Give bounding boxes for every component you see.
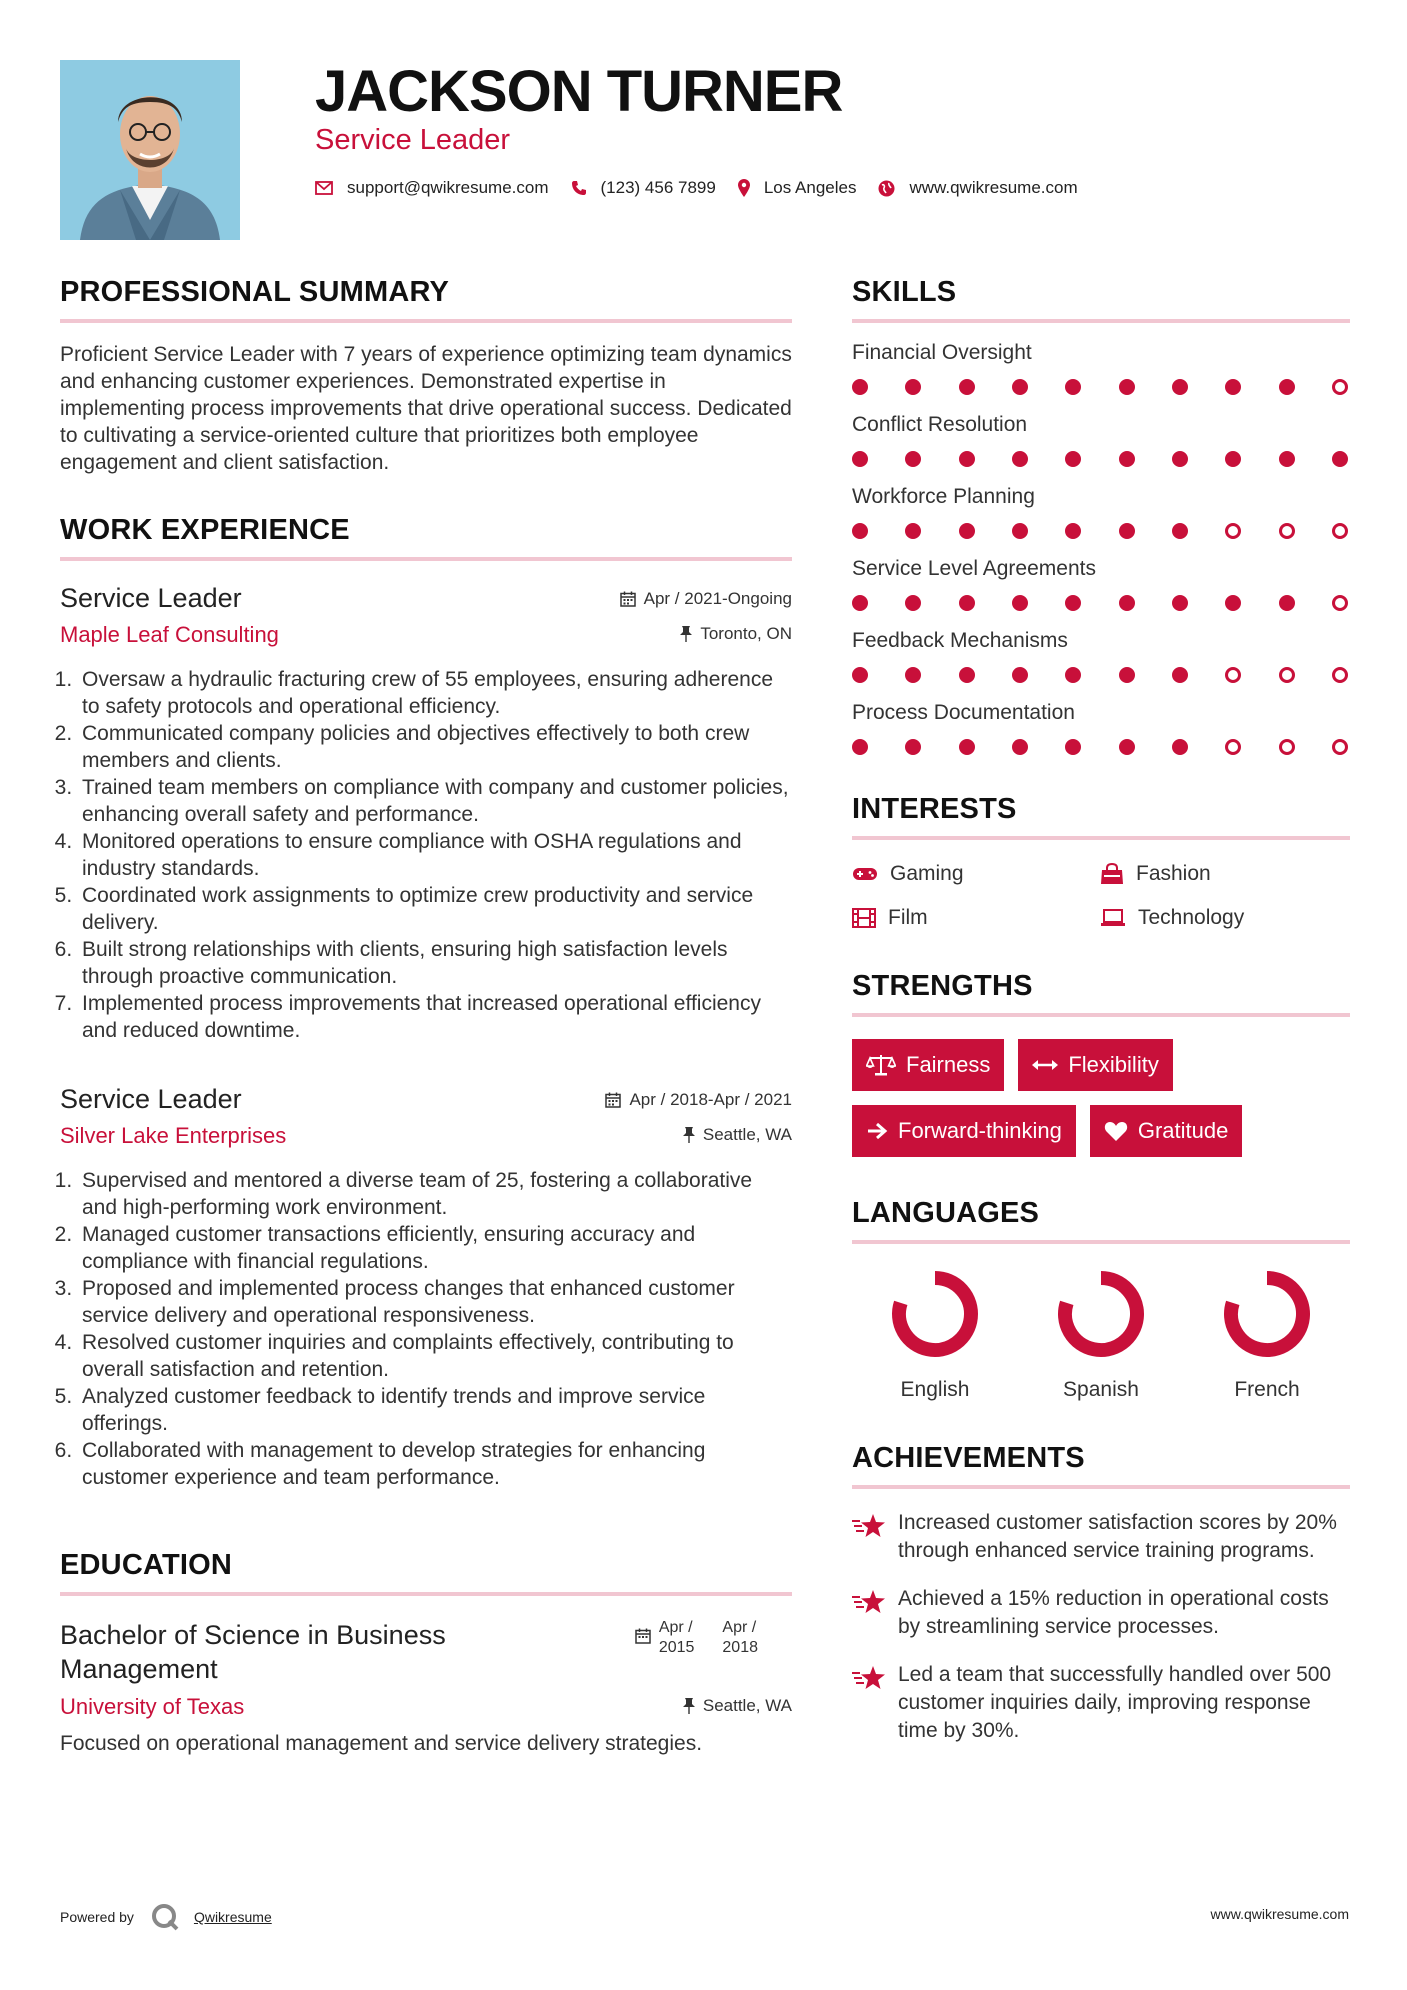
summary-text: Proficient Service Leader with 7 years of experience optimizing team dynamics and enhancing customer experiences. Demonstrated expertise in implementing process improvements that drive operational success. Dedicated to cultivating a service-oriented culture that prioritizes both employee engagement and client satisfaction. [60,343,792,474]
strength-label: Fairness [906,1052,991,1077]
rating-dot-empty [1279,523,1295,539]
footer-url[interactable]: www.qwikresume.com [1210,1906,1349,1922]
calendar-icon [620,591,636,607]
rating-dot-filled [959,451,975,467]
rating-dot-filled [852,739,868,755]
rating-dot-filled [1065,667,1081,683]
rating-dot-filled [1172,523,1188,539]
person-avatar-icon [60,60,240,240]
strength-badge [1090,1105,1243,1157]
education-heading: EDUCATION [60,1549,792,1596]
star-award-icon [852,1589,886,1615]
strength-label: Gratitude [1137,1118,1229,1143]
rating-dot-empty [1225,739,1241,755]
list-item: 3. Proposed and implemented process changes that enhanced customer service delivery and operational responsiveness. [78,1275,792,1329]
achievement-item [852,1509,1350,1565]
rating-dot-filled [905,739,921,755]
contact-location [738,178,857,198]
skill-rating [852,595,1350,611]
contact-phone[interactable] [571,178,716,198]
left-column [60,276,792,1757]
interest-item [852,906,1100,930]
arrow-right-icon [866,1121,888,1141]
strength-badge [852,1105,1076,1157]
language-name: English [900,1378,970,1401]
rating-dot-empty [1332,739,1348,755]
education-dates [635,1618,758,1658]
rating-dot-filled [905,667,921,683]
arrows-horizontal-icon [1032,1058,1058,1072]
experience-heading: WORK EXPERIENCE [60,514,792,561]
rating-dot-filled [959,523,975,539]
language-level-ring [887,1266,983,1362]
skill-name: Process Documentation [852,701,1075,724]
globe-icon [878,180,895,197]
rating-dot-filled [1065,739,1081,755]
balance-scale-icon [866,1053,896,1077]
star-award-icon [852,1665,886,1691]
education-start-line2: 2015 [658,1639,695,1656]
laptop-icon [1100,909,1126,927]
powered-by-label: Powered by [60,1909,134,1925]
film-icon [852,908,876,928]
skill-item [852,557,1350,611]
location-pin-icon [738,179,750,197]
languages-list [852,1266,1350,1402]
footer-powered-by [60,1902,272,1932]
rating-dot-filled [1012,523,1028,539]
list-item: 5. Analyzed customer feedback to identify trends and improve service offerings. [78,1383,792,1437]
rating-dot-empty [1332,379,1348,395]
rating-dot-filled [1279,595,1295,611]
languages-heading: LANGUAGES [852,1197,1350,1244]
list-item: 1. Oversaw a hydraulic fracturing crew of 55 employees, ensuring adherence to safety protocols and operational efficiency. [78,666,792,720]
education-end-line2: 2018 [722,1639,758,1656]
strengths-list [852,1039,1350,1157]
skills-list [852,341,1350,755]
skill-rating [852,451,1350,467]
skill-name: Feedback Mechanisms [852,629,1068,652]
rating-dot-filled [1012,667,1028,683]
rating-dot-empty [1225,667,1241,683]
contact-location-text: Los Angeles [763,178,857,197]
candidate-name: JACKSON TURNER [315,59,843,124]
gamepad-icon [852,866,878,882]
calendar-icon [635,1628,651,1644]
job-entry [60,1084,792,1491]
skill-item [852,413,1350,467]
rating-dot-filled [852,523,868,539]
rating-dot-empty [1332,595,1348,611]
rating-dot-filled [1065,451,1081,467]
education-end-line1: Apr / [722,1619,757,1636]
rating-dot-filled [1119,523,1135,539]
achievements-list [852,1509,1350,1745]
job-bullets [60,666,792,1044]
rating-dot-filled [1279,451,1295,467]
job-entry [60,583,792,1044]
rating-dot-filled [852,667,868,683]
rating-dot-filled [1119,667,1135,683]
list-item: 5. Coordinated work assignments to optimize crew productivity and service delivery. [78,882,792,936]
skill-item [852,629,1350,683]
calendar-icon [605,1092,621,1108]
rating-dot-empty [1332,667,1348,683]
rating-dot-filled [905,379,921,395]
rating-dot-filled [1012,379,1028,395]
rating-dot-filled [1172,595,1188,611]
achievement-item [852,1585,1350,1641]
rating-dot-filled [1225,451,1241,467]
rating-dot-empty [1332,523,1348,539]
contact-email[interactable] [315,178,549,198]
contact-website[interactable] [878,178,1077,198]
rating-dot-filled [1119,379,1135,395]
strengths-heading: STRENGTHS [852,970,1350,1017]
rating-dot-filled [959,739,975,755]
language-level-ring [1053,1266,1149,1362]
rating-dot-filled [1065,379,1081,395]
job-location-text: Seattle, WA [702,1125,792,1144]
rating-dot-filled [1119,595,1135,611]
rating-dot-filled [1065,523,1081,539]
rating-dot-filled [1119,739,1135,755]
achievement-item [852,1661,1350,1745]
rating-dot-filled [1225,379,1241,395]
job-bullets [60,1167,792,1491]
job-title: Service Leader [60,583,242,613]
skill-name: Conflict Resolution [852,413,1028,436]
list-item: 6. Built strong relationships with clients, ensuring high satisfaction levels through proactive communication. [78,936,792,990]
language-level-arc [1065,1278,1137,1350]
rating-dot-filled [905,595,921,611]
contact-email-text: support@qwikresume.com [347,178,549,197]
rating-dot-empty [1279,739,1295,755]
rating-dot-filled [959,379,975,395]
achievements-heading: ACHIEVEMENTS [852,1442,1350,1489]
rating-dot-empty [1279,667,1295,683]
star-award-icon [852,1513,886,1539]
profile-photo [60,60,240,240]
interest-item [1100,862,1340,886]
rating-dot-filled [1065,595,1081,611]
job-dates-text: Apr / 2021-Ongoing [643,589,792,608]
rating-dot-filled [1012,739,1028,755]
job-dates [620,589,792,609]
skill-item [852,701,1350,755]
qwikresume-logo-icon [150,1902,180,1932]
job-company: Silver Lake Enterprises [60,1123,287,1148]
achievement-text: Led a team that successfully handled over 500 customer inquiries daily, improving response time by 30%. [898,1663,1332,1742]
rating-dot-filled [1172,451,1188,467]
achievement-text: Achieved a 15% reduction in operational costs by streamlining service processes. [898,1587,1329,1638]
pushpin-icon [680,626,692,642]
job-location [683,1125,792,1145]
rating-dot-filled [1332,451,1348,467]
rating-dot-empty [1225,523,1241,539]
rating-dot-filled [1119,451,1135,467]
list-item: 7. Implemented process improvements that increased operational efficiency and reduced downtime. [78,990,792,1044]
contact-bar [315,178,1100,198]
education-location-text: Seattle, WA [702,1696,792,1715]
list-item: 6. Collaborated with management to develop strategies for enhancing customer experience and team performance. [78,1437,792,1491]
rating-dot-filled [905,523,921,539]
rating-dot-filled [852,595,868,611]
list-item: 4. Monitored operations to ensure compliance with OSHA regulations and industry standards. [78,828,792,882]
skill-rating [852,667,1350,683]
strength-badge [1018,1039,1172,1091]
interest-label: Technology [1138,906,1245,929]
skill-rating [852,523,1350,539]
achievement-text: Increased customer satisfaction scores by 20% through enhanced service training programs. [898,1511,1337,1562]
list-item: 2. Communicated company policies and objectives effectively to both crew members and clients. [78,720,792,774]
education-school: University of Texas [60,1694,245,1719]
list-item: 1. Supervised and mentored a diverse team of 25, fostering a collaborative and high-performing work environment. [78,1167,792,1221]
education-degree: Bachelor of Science in Business Management [60,1620,446,1684]
rating-dot-filled [1172,379,1188,395]
rating-dot-filled [959,595,975,611]
language-level-arc [1231,1278,1303,1350]
rating-dot-filled [905,451,921,467]
interests-heading: INTERESTS [852,793,1350,840]
rating-dot-filled [1012,595,1028,611]
phone-icon [571,180,587,196]
rating-dot-filled [1172,667,1188,683]
job-dates-text: Apr / 2018-Apr / 2021 [629,1090,792,1109]
list-item: 4. Resolved customer inquiries and complaints effectively, contributing to overall satisfaction and retention. [78,1329,792,1383]
language-item [1018,1266,1184,1402]
interest-label: Fashion [1136,862,1211,885]
summary-heading: PROFESSIONAL SUMMARY [60,276,792,323]
envelope-icon [315,181,333,195]
job-title: Service Leader [60,1084,242,1114]
strength-label: Forward-thinking [898,1118,1062,1143]
rating-dot-filled [852,379,868,395]
education-entry [60,1618,792,1757]
strength-label: Flexibility [1068,1052,1159,1077]
interest-item [1100,906,1340,930]
skill-rating [852,379,1350,395]
language-level-arc [899,1278,971,1350]
rating-dot-filled [852,451,868,467]
job-location [680,624,792,644]
job-dates [605,1090,792,1110]
pushpin-icon [683,1127,695,1143]
job-company: Maple Leaf Consulting [60,622,279,647]
language-name: Spanish [1063,1378,1139,1401]
list-item: 2. Managed customer transactions efficiently, ensuring accuracy and compliance with financial regulations. [78,1221,792,1275]
contact-website-text: www.qwikresume.com [909,178,1078,197]
heart-icon [1104,1120,1128,1142]
language-name: French [1234,1378,1300,1401]
skill-item [852,485,1350,539]
education-location [683,1696,792,1716]
shopping-bag-icon [1100,863,1124,885]
interest-item [852,862,1100,886]
rating-dot-filled [1279,379,1295,395]
education-start-line1: Apr / [658,1619,693,1636]
rating-dot-filled [1172,739,1188,755]
job-location-text: Toronto, ON [700,624,792,643]
interest-label: Film [888,906,928,929]
rating-dot-filled [1012,451,1028,467]
skill-name: Service Level Agreements [852,557,1096,580]
skill-name: Workforce Planning [852,485,1035,508]
contact-phone-text: (123) 456 7899 [600,178,716,197]
education-description: Focused on operational management and service delivery strategies. [60,1732,703,1755]
pushpin-icon [683,1698,695,1714]
language-level-ring [1219,1266,1315,1362]
list-item: 3. Trained team members on compliance with company and customer policies, enhancing overall safety and performance. [78,774,792,828]
skill-item [852,341,1350,395]
right-column [852,276,1350,1745]
rating-dot-filled [959,667,975,683]
interests-list [852,862,1350,930]
brand-link[interactable]: Qwikresume [193,1909,272,1925]
language-item [852,1266,1018,1402]
skill-rating [852,739,1350,755]
language-item [1184,1266,1350,1402]
skills-heading: SKILLS [852,276,1350,323]
rating-dot-filled [1225,595,1241,611]
candidate-title: Service Leader [315,124,511,156]
interest-label: Gaming [890,862,964,885]
strength-badge [852,1039,1004,1091]
skill-name: Financial Oversight [852,341,1032,364]
